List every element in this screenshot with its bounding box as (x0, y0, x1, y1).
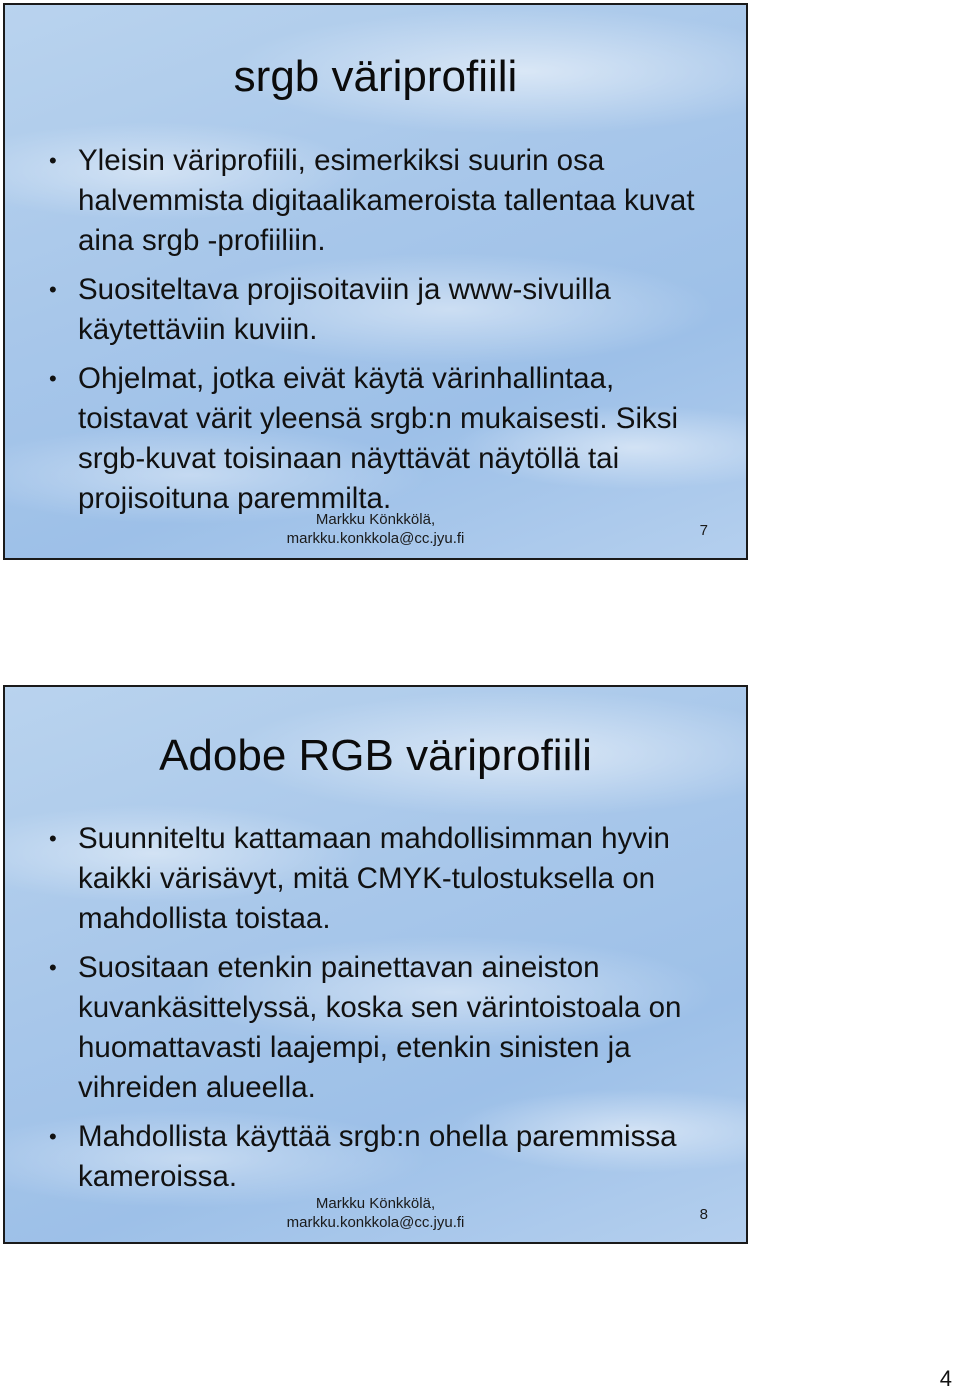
footer-email: markku.konkkola@cc.jyu.fi (286, 530, 465, 547)
bullet-icon: • (49, 148, 57, 173)
bullet-icon: • (49, 826, 57, 851)
bullet-icon: • (49, 955, 57, 980)
bullet-text: Suositaan etenkin painettavan aineiston kuvankäsittelyssä, koska sen värintoistoala on huomattavasti laajempi, etenkin sinisten ja vihreiden alueella. (78, 951, 682, 1104)
footer-author: Markku Könkkölä, (315, 511, 436, 528)
bullet-icon: • (49, 366, 57, 391)
slide-8 (3, 685, 748, 1244)
bullet-item (45, 948, 716, 1108)
bullet-item (45, 270, 716, 350)
slide-title: Adobe RGB väriprofiili (159, 731, 592, 780)
bullet-text: Suositeltava projisoitaviin ja www-sivuilla käytettäviin kuviin. (78, 273, 611, 346)
bullet-icon: • (49, 277, 57, 302)
slide-number: 8 (699, 1206, 708, 1223)
bullet-item (45, 359, 716, 519)
bullet-list (45, 819, 716, 1206)
bullet-text: Ohjelmat, jotka eivät käytä värinhallintaa, toistavat värit yleensä srgb:n mukaisesti. Siksi srgb-kuvat toisinaan näyttävät näytöllä tai projisoituna paremmilta. (78, 362, 679, 515)
slide-number: 7 (699, 522, 708, 539)
bullet-item (45, 141, 716, 261)
bullet-icon: • (49, 1124, 57, 1149)
footer-email: markku.konkkola@cc.jyu.fi (286, 1214, 465, 1231)
bullet-text: Mahdollista käyttää srgb:n ohella paremmissa kameroissa. (78, 1120, 677, 1193)
bullet-text: Yleisin väriprofiili, esimerkiksi suurin osa halvemmista digitaalikameroista tallentaa kuvat aina srgb -profiiliin. (78, 144, 695, 257)
slide-title: srgb väriprofiili (233, 52, 518, 101)
bullet-item (45, 819, 716, 939)
slide-footer (5, 1194, 746, 1232)
bullet-text: Suunniteltu kattamaan mahdollisimman hyvin kaikki värisävyt, mitä CMYK-tulostuksella on mahdollista toistaa. (78, 822, 670, 935)
slide-7 (3, 3, 748, 560)
bullet-list (45, 141, 716, 528)
slide-footer (5, 510, 746, 548)
document-page-number: 4 (939, 1366, 952, 1391)
bullet-item (45, 1117, 716, 1197)
footer-author: Markku Könkkölä, (315, 1195, 436, 1212)
